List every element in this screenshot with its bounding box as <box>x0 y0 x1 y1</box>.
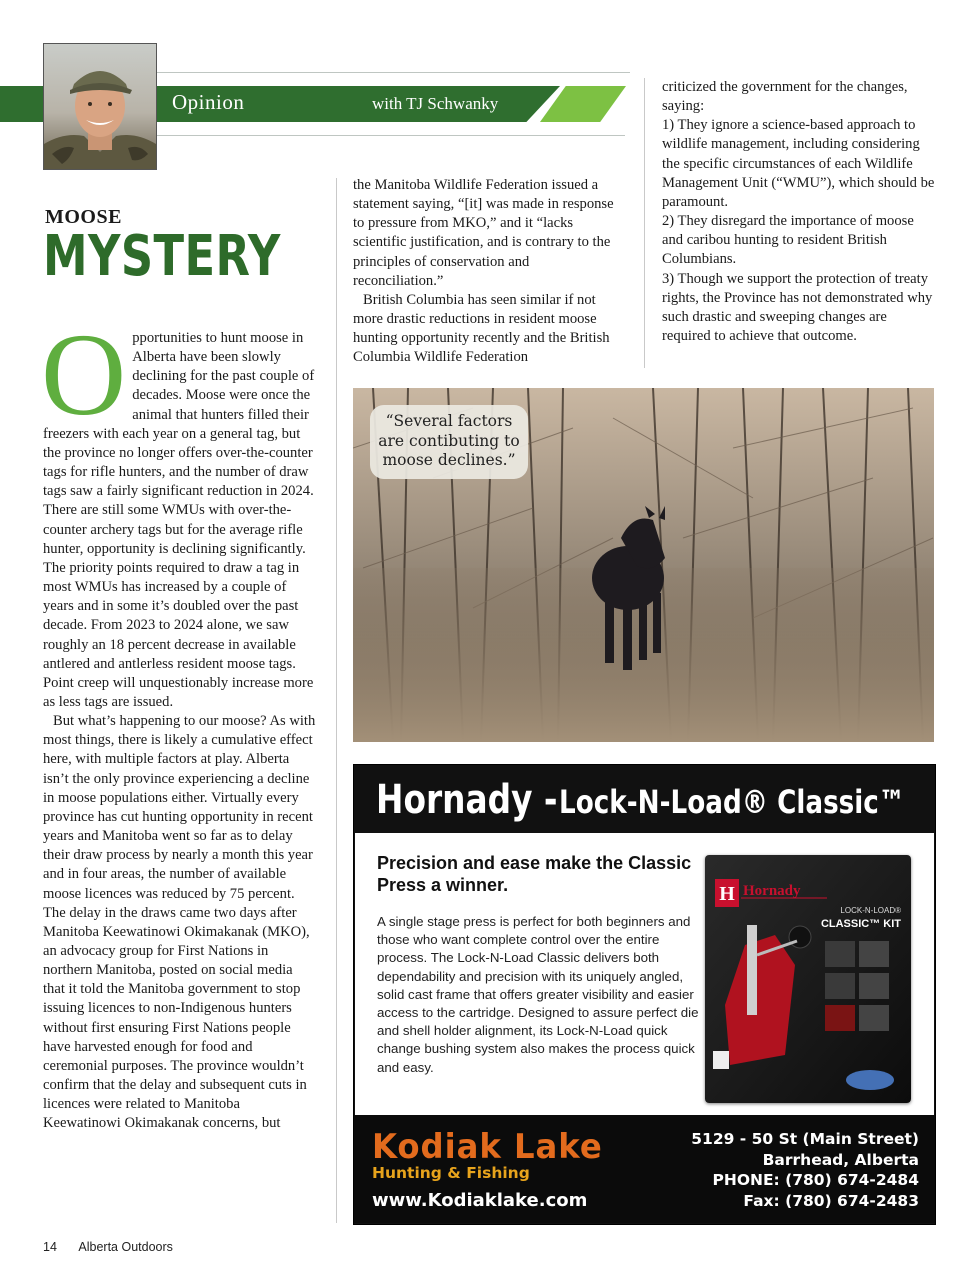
column-divider <box>644 78 645 368</box>
store-address <box>691 1129 919 1211</box>
box-brand: Hornady <box>743 883 801 899</box>
headline-kicker: MOOSE <box>45 206 122 228</box>
article-column-2 <box>353 176 620 368</box>
city-line: Barrhead, Alberta <box>762 1150 919 1169</box>
hornady-ad <box>353 764 936 1225</box>
address-line: 5129 - 50 St (Main Street) <box>691 1130 919 1148</box>
article-column-1 <box>41 309 318 1134</box>
paragraph: the Manitoba Wildlife Federation issued a statement saying, “[it] was made in response to pressure from MKO,” and it “lacks scientific justification, and is contrary to the principles of conservation and reconciliation.” <box>353 177 614 289</box>
pull-quote: “Several factors are contibuting to moose declines.” <box>370 405 528 479</box>
ad-brand: Hornady - <box>376 777 558 823</box>
byline: with TJ Schwanky <box>372 94 499 113</box>
headline: MYSTERY <box>43 224 281 289</box>
section-label: Opinion <box>172 90 245 114</box>
ad-product: Lock-N-Load® Classic™ <box>559 783 906 821</box>
fax-line: Fax: (780) 674-2483 <box>743 1191 919 1210</box>
store-name: Kodiak Lake <box>372 1127 603 1167</box>
paragraph: But what’s happening to our moose? As with most things, there is likely a cumulative effect here, with multiple factors at play. Alberta isn’t the only province experiencing a decline in moose populations either. Virtually every province has cut hunting opportunity in recent years and Manitoba went so far as to delay their draw process by nearly a month this year and in four areas, the number of available moose licences was reduced by 75 percent. The delay in the draws came two days after Manitoba Keewatinowi Okimakanak (MKO), an advocacy group for First Nations in northern Manitoba, posted on social media that it told the Manitoba government to stop issuing licences to non-Indigenous hunters without first ensuring First Nations people have harvested enough for food and ceremonial purposes. The province wouldn’t confirm that the delay and subsequent cuts in licences were related to Manitoba Keewatinowi Okimakanak concerns, but <box>43 713 316 1132</box>
paragraph: British Columbia has seen similar if not more drastic reductions in resident moose hunting opportunity recently and the British Columbia Wildlife Federation <box>353 291 610 366</box>
page-number: 14 <box>43 1240 57 1254</box>
box-line-1: LOCK-N-LOAD® <box>840 906 901 915</box>
publication-name: Alberta Outdoors <box>78 1240 173 1254</box>
page-footer <box>43 1240 173 1254</box>
box-line-2: CLASSIC™ KIT <box>820 918 901 930</box>
ad-subhead: Precision and ease make the Classic Press a winner. <box>377 853 692 895</box>
ad-dealer-footer <box>354 1115 935 1223</box>
list-item: 2) They disregard the importance of moose and caribou hunting to resident British Columbians. <box>662 213 914 268</box>
list-item: 3) Though we support the protection of treaty rights, the Province has not demonstrated why such drastic and sweeping changes are required to achieve that outcome. <box>662 270 933 345</box>
paragraph-text: pportunities to hunt moose in Alberta have been slowly declining for the past couple of decades. Moose were once the animal that hunters filled their freezers with each year on a general tag, but the province no longer offers over-the-counter tags for rifle hunters, and the number of draw tags saw a fairly significant reduction in 2024. There are still some WMUs with over-the-counter archery tags but for the average rifle hunter, opportunity is declining significantly. The priority points required to draw a tag in most WMUs has increased by a couple of years and in some it’s doubled over the past decade. From 2023 to 2024 alone, we saw roughly an 18 percent decrease in available antlered and antlerless resident moose tags. Point creep will unquestionably increase more as less tags are issued. <box>43 330 315 710</box>
ad-title <box>354 765 935 833</box>
store-website: www.Kodiaklake.com <box>372 1190 588 1211</box>
store-tagline: Hunting & Fishing <box>372 1164 530 1182</box>
paragraph: criticized the government for the changes, saying: <box>662 79 908 115</box>
article-column-3 <box>662 78 937 346</box>
product-box-image <box>705 855 911 1103</box>
list-item: 1) They ignore a science-based approach to wildlife management, including considering the specific circumstances of each Wildlife Management Unit (“WMU”), which should be paramount. <box>662 117 935 210</box>
ad-body <box>355 833 934 1115</box>
author-photo <box>43 43 157 170</box>
ad-copy: A single stage press is perfect for both beginners and those who want complete control over the entire process. The Lock-N-Load Classic delivers both dependability and precision with its uniquely angled, solid cast frame that offers greater visibility and easier access to the cartridge. Designed to assure perfect die and shell holder alignment, its Lock-N-Load quick change bushing system also makes the process quick and easy. <box>377 914 699 1075</box>
column-divider <box>336 178 337 1223</box>
phone-line: PHONE: (780) 674-2484 <box>712 1171 919 1189</box>
paragraph <box>41 309 318 712</box>
drop-cap: O <box>41 309 127 440</box>
header-rule-top <box>155 72 630 73</box>
svg-text:H: H <box>719 883 735 905</box>
header-rule-bottom <box>155 135 625 136</box>
